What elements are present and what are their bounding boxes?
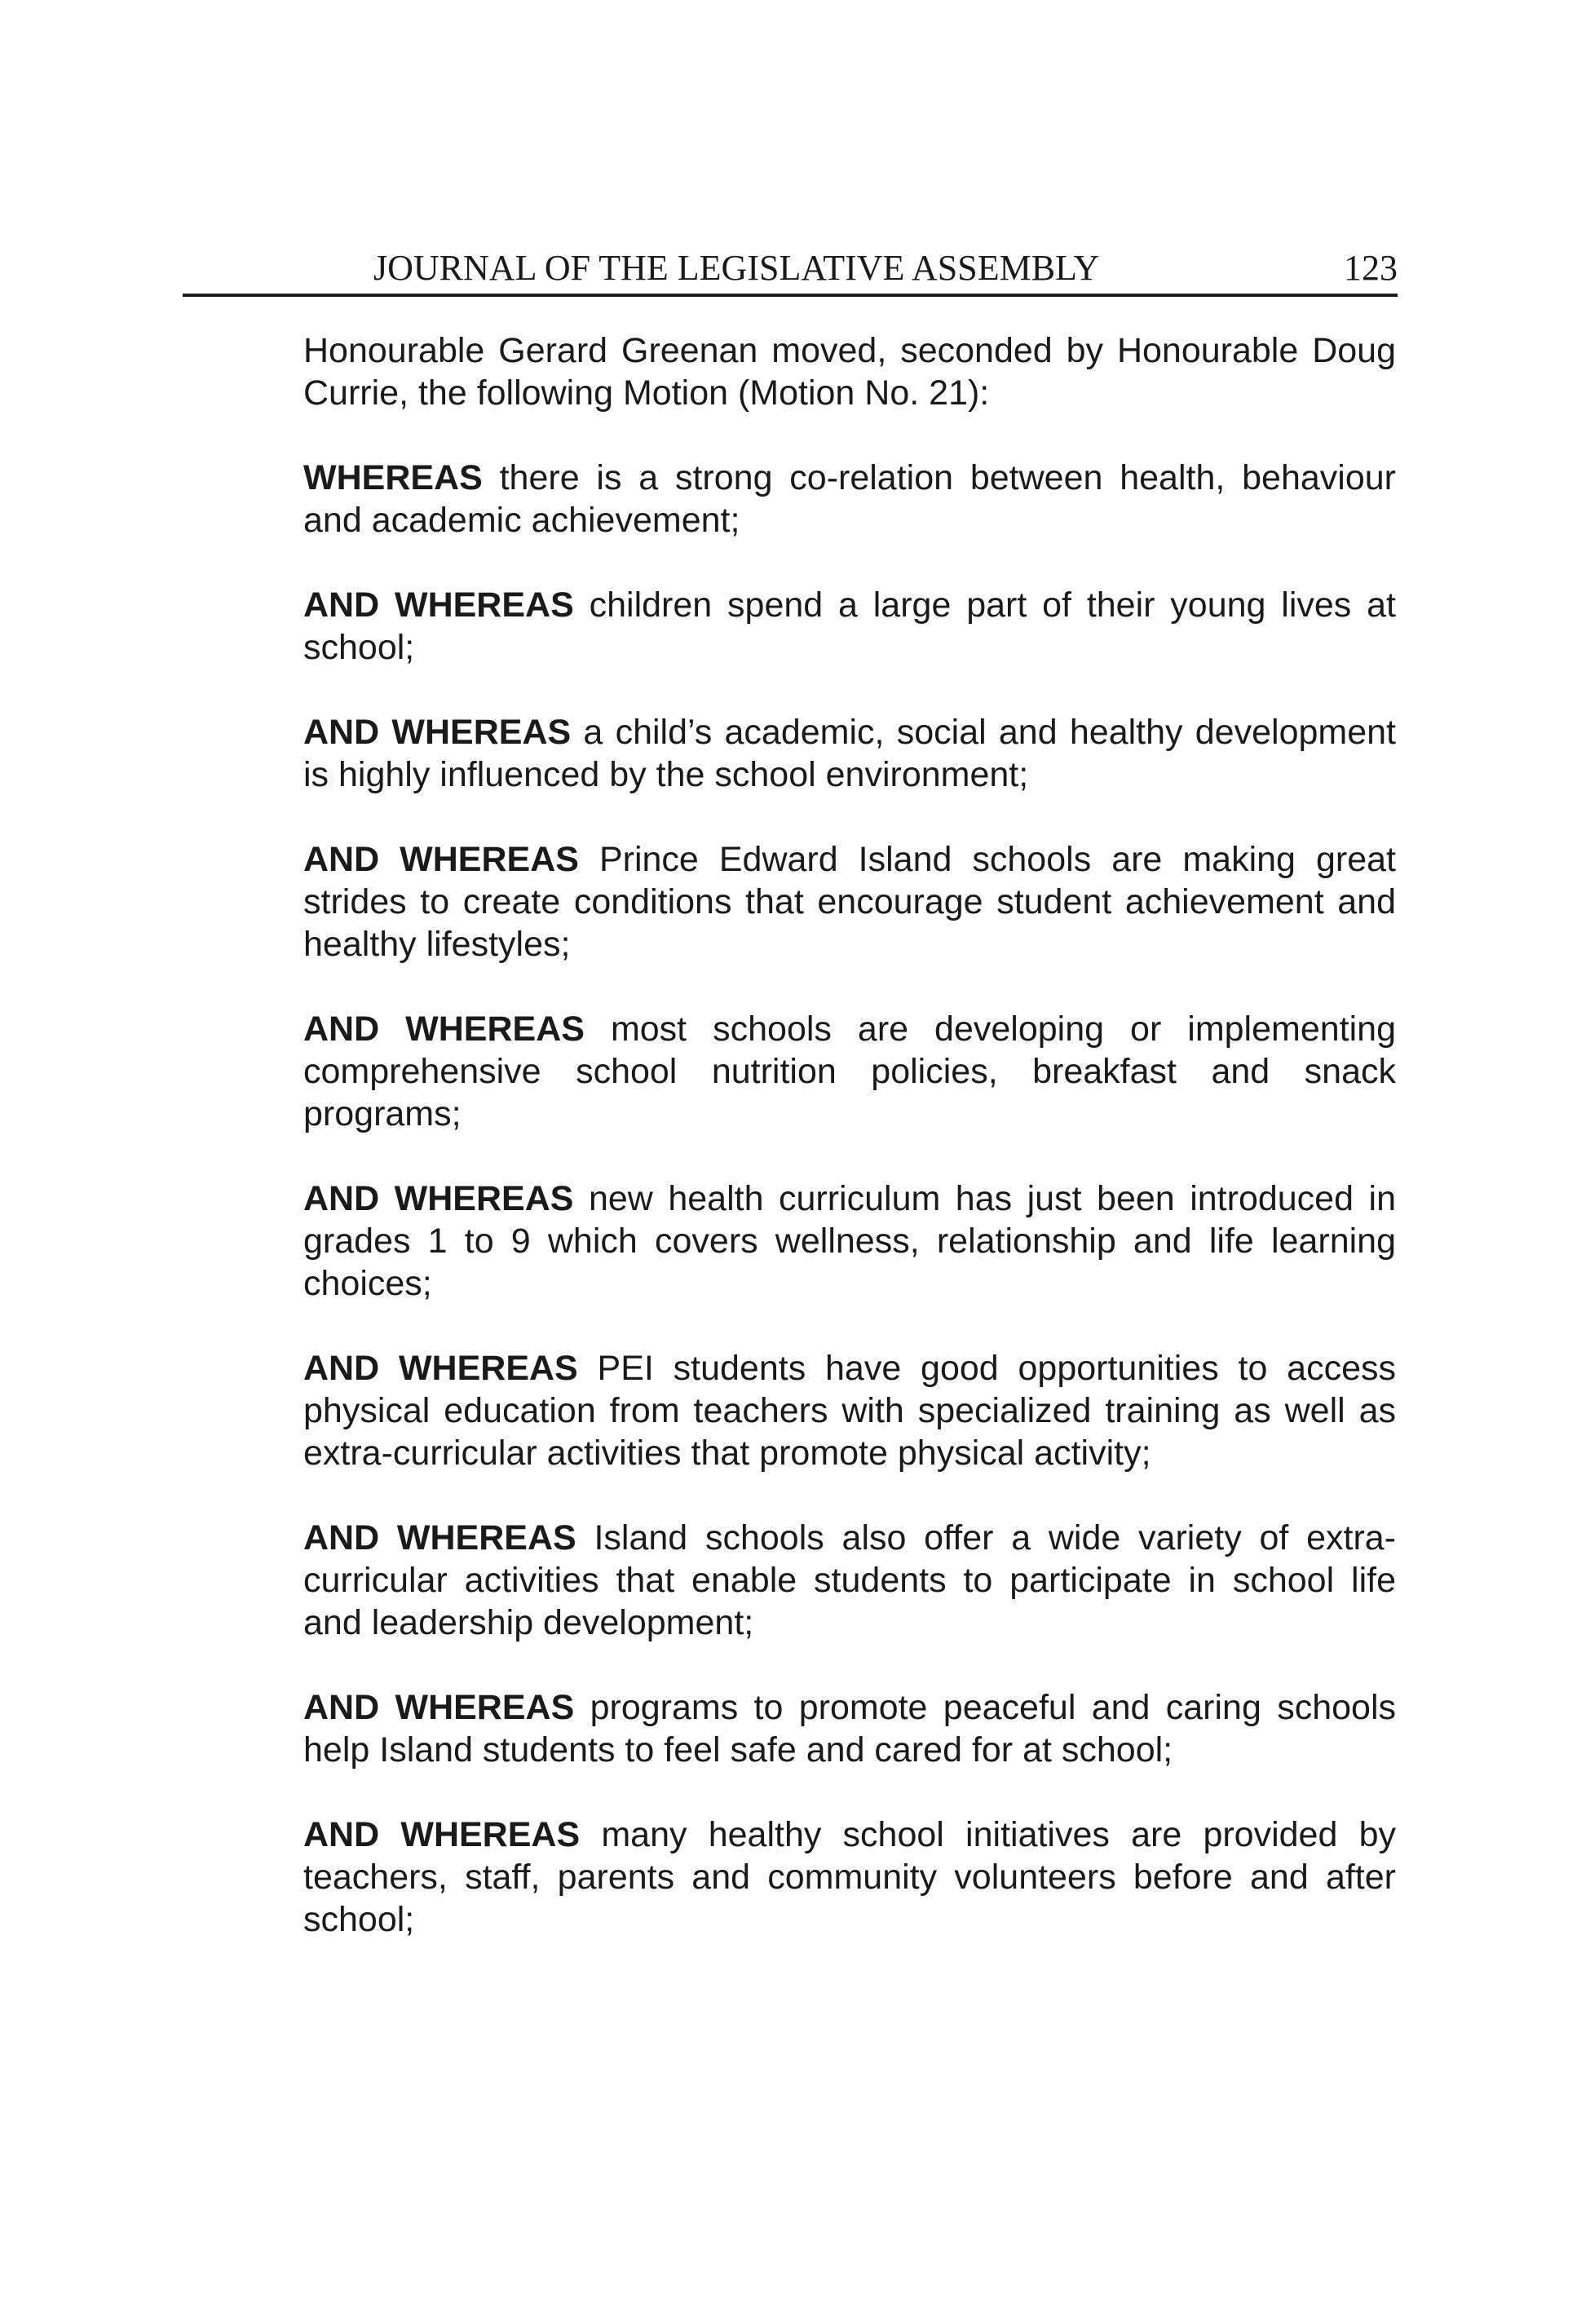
clause-text: children spend a large part of their young lives at school; bbox=[303, 585, 1396, 667]
running-header bbox=[183, 243, 1398, 297]
clause-lead: AND WHEREAS bbox=[303, 1349, 578, 1388]
page-number: 123 bbox=[1344, 248, 1398, 288]
motion-text bbox=[303, 329, 1396, 1983]
journal-title: JOURNAL OF THE LEGISLATIVE ASSEMBLY bbox=[373, 248, 1100, 288]
whereas-clause-2 bbox=[303, 584, 1396, 669]
clause-text: many healthy school initiatives are provided by teachers, staff, parents and community volunteers before and after school; bbox=[303, 1815, 1396, 1939]
whereas-clause-9 bbox=[303, 1686, 1396, 1771]
whereas-clause-4 bbox=[303, 838, 1396, 965]
clause-lead: AND WHEREAS bbox=[303, 1815, 581, 1854]
clause-text: Island schools also offer a wide variety of extra-curricular activities that enable students to participate in school life and leadership development; bbox=[303, 1518, 1397, 1642]
whereas-clause-8 bbox=[303, 1517, 1396, 1644]
clause-text: Prince Edward Island schools are making great strides to create conditions that encourage student achievement and healthy lifestyles; bbox=[303, 840, 1396, 964]
clause-lead: AND WHEREAS bbox=[303, 1010, 585, 1049]
clause-lead: WHEREAS bbox=[303, 458, 483, 497]
clause-lead: AND WHEREAS bbox=[303, 713, 572, 752]
clause-text: programs to promote peaceful and caring schools help Island students to feel safe and cared for at school; bbox=[303, 1688, 1396, 1770]
whereas-clause-1 bbox=[303, 457, 1396, 541]
whereas-clause-5 bbox=[303, 1008, 1396, 1135]
clause-text: PEI students have good opportunities to access physical education from teachers with specialized training as well as extra-curricular activities that promote physical activity; bbox=[303, 1349, 1396, 1473]
clause-lead: AND WHEREAS bbox=[303, 1518, 576, 1557]
clause-text: most schools are developing or implementing comprehensive school nutrition policies, breakfast and snack programs; bbox=[303, 1010, 1397, 1133]
clause-text: new health curriculum has just been introduced in grades 1 to 9 which covers wellness, relationship and life learning choices; bbox=[303, 1179, 1396, 1303]
whereas-clause-7 bbox=[303, 1347, 1396, 1474]
clause-lead: AND WHEREAS bbox=[303, 840, 579, 879]
clause-text: a child’s academic, social and healthy development is highly influenced by the school environment; bbox=[303, 713, 1396, 794]
whereas-clause-3 bbox=[303, 711, 1396, 796]
clause-lead: AND WHEREAS bbox=[303, 585, 574, 625]
clause-text: there is a strong co-relation between health, behaviour and academic achievement; bbox=[303, 458, 1396, 540]
motion-intro: Honourable Gerard Greenan moved, seconded by Honourable Doug Currie, the following Motion (Motion No. 21): bbox=[303, 331, 1396, 413]
whereas-clause-6 bbox=[303, 1177, 1396, 1305]
clause-lead: AND WHEREAS bbox=[303, 1179, 574, 1218]
clause-lead: AND WHEREAS bbox=[303, 1688, 575, 1727]
whereas-clause-10 bbox=[303, 1814, 1396, 1941]
